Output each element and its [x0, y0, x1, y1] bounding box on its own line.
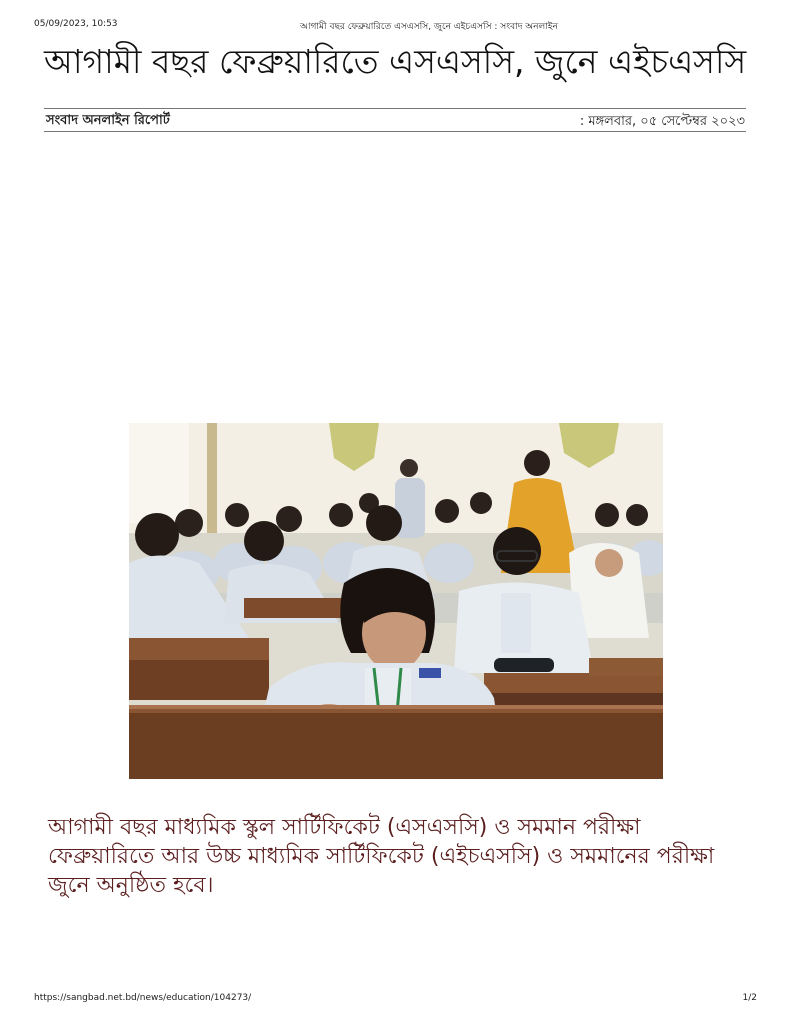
exam-hall-photo-illustration [129, 423, 663, 779]
print-footer-page-number: 1/2 [742, 993, 757, 1003]
meta-divider-top [44, 108, 746, 109]
article-date: : মঙ্গলবার, ০৫ সেপ্টেম্বর ২০২৩ [579, 114, 745, 129]
article-byline: সংবাদ অনলাইন রিপোর্ট [46, 113, 170, 128]
article-lead-paragraph: আগামী বছর মাধ্যমিক স্কুল সার্টিফিকেট (এসএসসি) ও সমমান পরীক্ষা ফেব্রুয়ারিতে আর উচ্চ মাধ্যমিক সার্টিফিকেট (এইচএসসি) ও সমমানের পরীক্ষা জুনে অনুষ্ঠিত হবে। [48, 815, 715, 898]
article-photo [129, 423, 663, 779]
print-page-title: আগামী বছর ফেব্রুয়ারিতে এসএসসি, জুনে এইচএসসি : সংবাদ অনলাইন [300, 22, 558, 32]
print-footer-url: https://sangbad.net.bd/news/education/104273/ [34, 993, 252, 1003]
article-headline: আগামী বছর ফেব্রুয়ারিতে এসএসসি, জুনে এইচএসসি [44, 42, 747, 81]
meta-divider-bottom [44, 131, 746, 132]
print-datetime: 05/09/2023, 10:53 [34, 19, 118, 29]
